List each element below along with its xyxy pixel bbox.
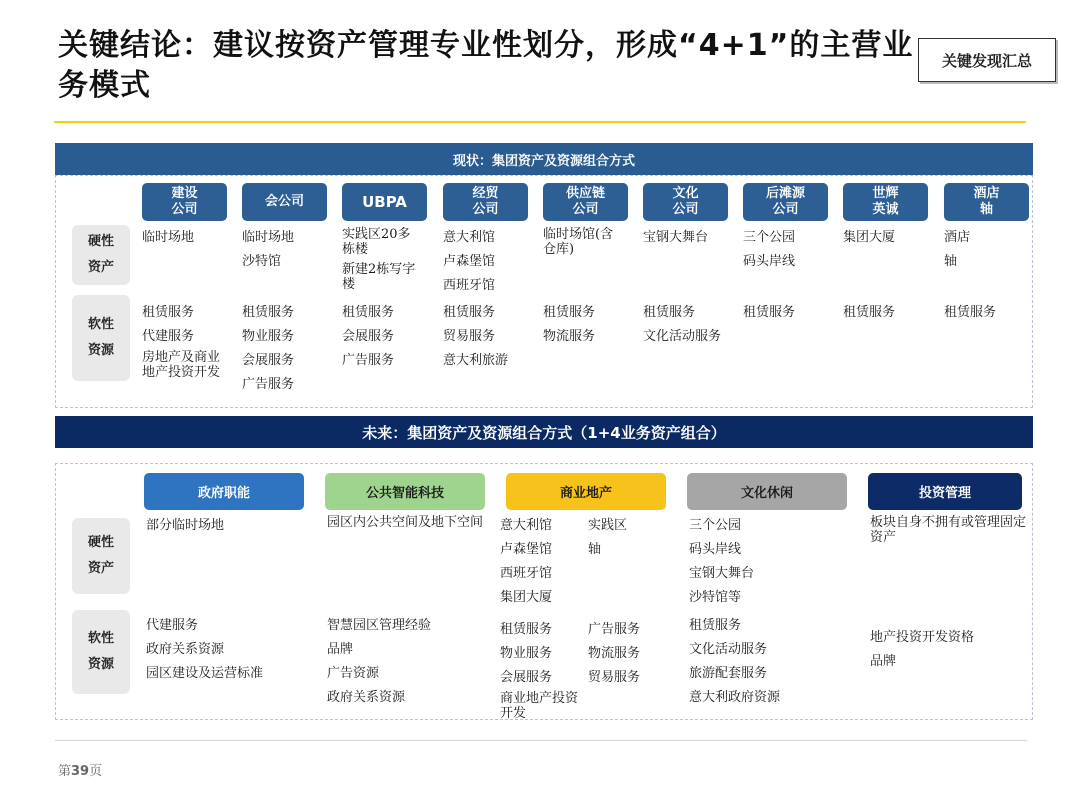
page-number	[58, 760, 102, 779]
row-label-text: 硬性 资产	[87, 234, 114, 275]
hard-asset-cell	[443, 226, 521, 298]
cell-item: 酒店	[944, 230, 971, 245]
cell-item: 意大利馆	[443, 230, 496, 245]
cell-item: 板块自身不拥有或管理固定资产	[870, 515, 1027, 545]
company-tab: 建设 公司	[142, 183, 227, 221]
cell-item: 园区内公共空间及地下空间	[327, 515, 484, 530]
category-tab: 商业地产	[506, 473, 666, 510]
soft-resource-cell	[843, 301, 921, 325]
cell-item: 商业地产投资开发	[500, 691, 579, 721]
cell-item: 租赁服务	[342, 305, 395, 320]
cell-item: 广告服务	[342, 353, 395, 368]
cell-item: 轴	[588, 542, 602, 557]
cell-item: 会展服务	[342, 329, 395, 344]
cell-item: 代建服务	[146, 618, 199, 633]
cell-item: 房地产及商业地产投资开发	[142, 350, 221, 380]
cell-item: 物业服务	[500, 646, 553, 661]
future-state-header: 未来：集团资产及资源组合方式（1+4业务资产组合）	[55, 416, 1033, 448]
cell-item: 租赁服务	[944, 305, 997, 320]
cell-item: 品牌	[327, 642, 354, 657]
cell-item: 贸易服务	[588, 670, 641, 685]
hard-asset-cell	[500, 514, 584, 610]
cell-item: 智慧园区管理经验	[327, 618, 432, 633]
hard-asset-cell	[843, 226, 921, 250]
cell-item: 广告资源	[327, 666, 380, 681]
cell-item: 意大利馆	[500, 518, 553, 533]
hard-asset-cell	[543, 226, 621, 261]
row-label-soft-resources	[72, 610, 130, 694]
current-state-header: 现状：集团资产及资源组合方式	[55, 143, 1033, 175]
cell-item: 沙特馆	[242, 254, 282, 269]
company-tab: UBPA	[342, 183, 427, 221]
company-tab: 世辉 英诚	[843, 183, 928, 221]
soft-resource-cell	[870, 626, 1028, 674]
cell-item: 租赁服务	[500, 622, 553, 637]
cell-item: 物流服务	[543, 329, 596, 344]
soft-resource-cell	[689, 614, 847, 710]
hard-asset-cell	[944, 226, 1022, 274]
cell-item: 卢森堡馆	[500, 542, 553, 557]
hard-asset-cell	[689, 514, 847, 610]
cell-item: 卢森堡馆	[443, 254, 496, 269]
cell-item: 租赁服务	[543, 305, 596, 320]
hard-asset-cell	[327, 514, 485, 534]
soft-resource-cell	[443, 301, 521, 373]
cell-item: 沙特馆等	[689, 590, 742, 605]
cell-item: 代建服务	[142, 329, 195, 344]
cell-item: 临时场地	[242, 230, 295, 245]
cell-item: 实践区20多栋楼	[342, 227, 411, 257]
cell-item: 政府关系资源	[327, 690, 406, 705]
cell-item: 地产投资开发资格	[870, 630, 975, 645]
cell-item: 集团大厦	[500, 590, 553, 605]
page-title: 关键结论：建议按资产管理专业性划分，形成“4+1”的主营业务模式	[58, 28, 914, 103]
row-label-hard-assets	[72, 518, 130, 594]
category-tab: 投资管理	[868, 473, 1022, 510]
soft-resource-cell	[342, 301, 420, 373]
cell-item: 租赁服务	[743, 305, 796, 320]
cell-item: 物业服务	[242, 329, 295, 344]
key-findings-tag: 关键发现汇总	[918, 38, 1056, 82]
cell-item: 会展服务	[500, 670, 553, 685]
cell-item: 三个公园	[743, 230, 796, 245]
soft-resource-cell	[643, 301, 721, 349]
cell-item: 文化活动服务	[643, 329, 722, 344]
cell-item: 意大利政府资源	[689, 690, 781, 705]
cell-item: 集团大厦	[843, 230, 896, 245]
soft-resource-cell	[327, 614, 485, 710]
cell-item: 租赁服务	[142, 305, 195, 320]
soft-resource-cell	[242, 301, 320, 397]
hard-asset-cell	[242, 226, 320, 274]
cell-item: 品牌	[870, 654, 897, 669]
cell-item: 租赁服务	[643, 305, 696, 320]
company-tab: 酒店 轴	[944, 183, 1029, 221]
soft-resource-cell	[944, 301, 1022, 325]
row-label-text: 软性 资源	[87, 631, 114, 672]
company-tab: 经贸 公司	[443, 183, 528, 221]
cell-item: 西班牙馆	[500, 566, 553, 581]
page-prefix: 第	[58, 764, 72, 779]
company-tab: 后滩源 公司	[743, 183, 828, 221]
cell-item: 园区建设及运营标准	[146, 666, 264, 681]
cell-item: 会展服务	[242, 353, 295, 368]
cell-item: 物流服务	[588, 646, 641, 661]
cell-item: 租赁服务	[242, 305, 295, 320]
cell-item: 部分临时场地	[146, 518, 225, 533]
cell-item: 租赁服务	[443, 305, 496, 320]
hard-asset-cell	[342, 226, 420, 296]
row-label-text: 软性 资源	[87, 317, 114, 358]
cell-item: 意大利旅游	[443, 353, 509, 368]
cell-item: 政府关系资源	[146, 642, 225, 657]
company-tab: 会公司	[242, 183, 327, 221]
company-tab: 供应链 公司	[543, 183, 628, 221]
hard-asset-cell	[146, 514, 304, 538]
title-divider	[54, 121, 1026, 123]
cell-item: 实践区	[588, 518, 628, 533]
footer-divider	[55, 740, 1027, 741]
cell-item: 宝钢大舞台	[689, 566, 755, 581]
cell-item: 新建2栋写字楼	[342, 262, 416, 292]
hard-asset-cell	[142, 226, 220, 250]
page-suffix: 页	[89, 764, 103, 779]
cell-item: 临时场地	[142, 230, 195, 245]
soft-resource-cell	[142, 301, 220, 384]
cell-item: 旅游配套服务	[689, 666, 768, 681]
row-label-hard-assets	[72, 225, 130, 285]
soft-resource-cell	[500, 618, 584, 725]
cell-item: 码头岸线	[743, 254, 796, 269]
hard-asset-cell	[870, 514, 1028, 549]
cell-item: 轴	[944, 254, 958, 269]
hard-asset-cell	[643, 226, 721, 250]
cell-item: 宝钢大舞台	[643, 230, 709, 245]
cell-item: 租赁服务	[689, 618, 742, 633]
row-label-soft-resources	[72, 295, 130, 381]
soft-resource-cell	[743, 301, 821, 325]
cell-item: 贸易服务	[443, 329, 496, 344]
cell-item: 文化活动服务	[689, 642, 768, 657]
row-label-text: 硬性 资产	[87, 535, 114, 576]
cell-item: 广告服务	[242, 377, 295, 392]
soft-resource-cell	[588, 618, 658, 690]
cell-item: 西班牙馆	[443, 278, 496, 293]
cell-item: 租赁服务	[843, 305, 896, 320]
page-number-value: 39	[71, 764, 90, 779]
soft-resource-cell	[543, 301, 621, 349]
category-tab: 文化休闲	[687, 473, 847, 510]
cell-item: 临时场馆(含仓库)	[543, 227, 614, 257]
company-tab: 文化 公司	[643, 183, 728, 221]
soft-resource-cell	[146, 614, 304, 686]
cell-item: 码头岸线	[689, 542, 742, 557]
hard-asset-cell	[588, 514, 658, 562]
hard-asset-cell	[743, 226, 821, 274]
cell-item: 广告服务	[588, 622, 641, 637]
cell-item: 三个公园	[689, 518, 742, 533]
category-tab: 公共智能科技	[325, 473, 485, 510]
category-tab: 政府职能	[144, 473, 304, 510]
